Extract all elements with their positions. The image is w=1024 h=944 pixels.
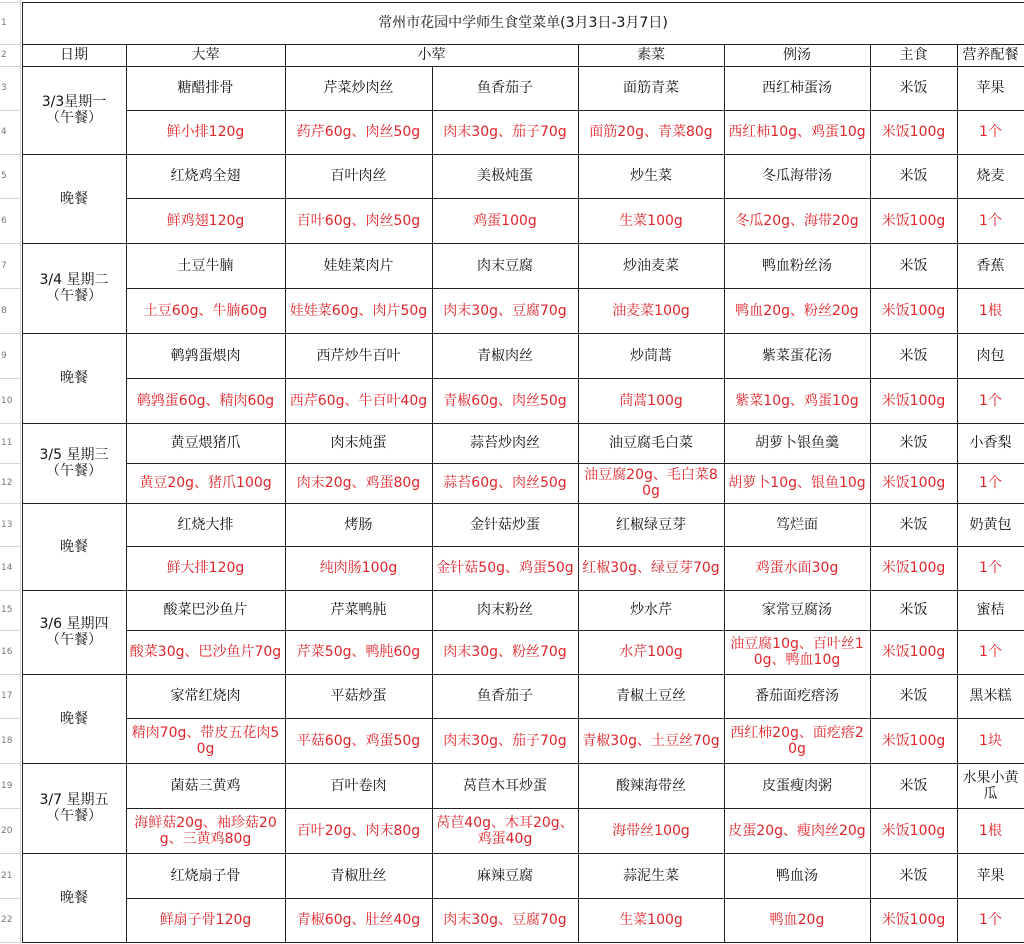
dish-nutrition[interactable]: 小香梨 — [969, 435, 1012, 451]
dish-soup[interactable]: 鸭血汤 — [776, 867, 818, 884]
amount-vegetable[interactable]: 生菜100g — [619, 212, 683, 229]
dish-nutrition[interactable]: 苹果 — [976, 80, 1005, 96]
amount-vegetable[interactable]: 油豆腐20g、毛白菜80g — [584, 467, 718, 499]
amount-nutrition[interactable]: 1个 — [979, 560, 1002, 576]
amount-vegetable[interactable]: 油麦菜100g — [612, 302, 690, 319]
row-number[interactable]: 3 — [1, 83, 7, 93]
grid-line — [20, 0, 21, 944]
amount-staple[interactable]: 米饭100g — [881, 644, 946, 660]
amount-side-meat-1[interactable]: 肉末20g、鸡蛋80g — [296, 475, 421, 491]
grid-line — [0, 942, 21, 943]
grid-line — [22, 942, 1024, 943]
dish-vegetable[interactable]: 蒜泥生菜 — [623, 867, 679, 884]
dish-staple[interactable]: 米饭 — [899, 80, 928, 96]
amount-side-meat-2[interactable]: 肉末30g、豆腐70g — [443, 302, 567, 319]
dish-side-meat-1[interactable]: 芹菜炒肉丝 — [323, 80, 394, 96]
dish-side-meat-1[interactable]: 百叶卷肉 — [330, 777, 387, 794]
dish-main-meat[interactable]: 糖醋排骨 — [177, 80, 234, 96]
amount-side-meat-1[interactable]: 娃娃菜60g、肉片50g — [289, 302, 428, 319]
amount-side-meat-1[interactable]: 百叶60g、肉丝50g — [296, 212, 421, 229]
dish-staple[interactable]: 米饭 — [899, 777, 928, 794]
amount-nutrition[interactable]: 1根 — [979, 302, 1002, 319]
amount-side-meat-2[interactable]: 肉末30g、豆腐70g — [443, 912, 567, 928]
amount-vegetable[interactable]: 青椒30g、土豆丝70g — [582, 732, 720, 749]
amount-vegetable[interactable]: 生菜100g — [619, 912, 683, 928]
amount-soup[interactable]: 鸡蛋水面30g — [755, 560, 839, 576]
row-number[interactable]: 22 — [1, 915, 13, 925]
amount-vegetable[interactable]: 红椒30g、绿豆芽70g — [582, 560, 720, 576]
header-staple[interactable]: 主食 — [899, 47, 928, 63]
dish-main-meat[interactable]: 红烧扇子骨 — [170, 867, 241, 884]
dish-staple[interactable]: 米饭 — [899, 688, 928, 704]
header-soup[interactable]: 例汤 — [783, 47, 811, 63]
dish-main-meat[interactable]: 鹌鹑蛋煨肉 — [170, 347, 241, 364]
amount-nutrition[interactable]: 1根 — [979, 822, 1002, 839]
row-number[interactable]: 19 — [1, 780, 13, 791]
header-nutrition[interactable]: 营养配餐 — [962, 47, 1019, 63]
dish-soup[interactable]: 西红柿蛋汤 — [762, 80, 832, 96]
dish-side-meat-1[interactable]: 烤肠 — [344, 516, 373, 533]
amount-staple[interactable]: 米饭100g — [881, 912, 946, 928]
dish-nutrition[interactable]: 烧麦 — [976, 168, 1005, 184]
dish-soup[interactable]: 紫菜蛋花汤 — [762, 347, 832, 364]
dish-side-meat-2[interactable]: 青椒肉丝 — [477, 347, 533, 364]
dish-vegetable[interactable]: 红椒绿豆芽 — [616, 516, 686, 533]
amount-main-meat[interactable]: 鲜扇子骨120g — [159, 912, 252, 928]
dish-vegetable[interactable]: 炒油麦菜 — [623, 257, 679, 274]
amount-side-meat-2[interactable]: 肉末30g、粉丝70g — [443, 644, 567, 660]
amount-staple[interactable]: 米饭100g — [881, 124, 946, 140]
dish-vegetable[interactable]: 油豆腐毛白菜 — [609, 435, 693, 451]
amount-staple[interactable]: 米饭100g — [881, 392, 946, 409]
amount-main-meat[interactable]: 海鲜菇20g、袖珍菇20g、三黄鸡80g — [134, 814, 277, 847]
menu-title[interactable]: 常州市花园中学师生食堂菜单(3月3日-3月7日) — [378, 15, 668, 31]
amount-side-meat-1[interactable]: 药芹60g、肉丝50g — [296, 124, 421, 140]
amount-main-meat[interactable]: 鹌鹑蛋60g、精肉60g — [136, 392, 275, 409]
row-number[interactable]: 10 — [1, 395, 13, 406]
amount-side-meat-2[interactable]: 鸡蛋100g — [473, 212, 537, 229]
row-number[interactable]: 1 — [1, 18, 7, 28]
dish-side-meat-1[interactable]: 娃娃菜肉片 — [323, 257, 394, 274]
dish-vegetable[interactable]: 酸辣海带丝 — [616, 777, 686, 794]
dish-soup[interactable]: 冬瓜海带汤 — [762, 168, 832, 184]
dish-vegetable[interactable]: 炒水芹 — [630, 602, 672, 618]
meal-label[interactable]: 晚餐 — [60, 710, 88, 727]
amount-vegetable[interactable]: 面筋20g、青菜80g — [589, 124, 713, 140]
dish-nutrition[interactable]: 苹果 — [976, 867, 1005, 884]
amount-nutrition[interactable]: 1个 — [979, 475, 1002, 491]
amount-main-meat[interactable]: 黄豆20g、猪爪100g — [139, 475, 272, 491]
meal-label[interactable]: 晚餐 — [60, 538, 88, 555]
meal-label[interactable]: 晚餐 — [60, 889, 88, 906]
dish-side-meat-1[interactable]: 平菇炒蛋 — [330, 688, 387, 704]
dish-side-meat-2[interactable]: 莴苣木耳炒蛋 — [463, 777, 547, 794]
row-number[interactable]: 6 — [1, 215, 7, 226]
amount-side-meat-2[interactable]: 肉末30g、茄子70g — [443, 732, 567, 749]
dish-staple[interactable]: 米饭 — [899, 168, 928, 184]
row-number[interactable]: 5 — [1, 171, 7, 181]
amount-main-meat[interactable]: 鲜鸡翅120g — [166, 212, 245, 229]
dish-staple[interactable]: 米饭 — [899, 257, 928, 274]
dish-staple[interactable]: 米饭 — [899, 867, 928, 884]
dish-main-meat[interactable]: 酸菜巴沙鱼片 — [163, 602, 248, 618]
row-number[interactable]: 9 — [1, 350, 7, 361]
amount-side-meat-1[interactable]: 纯肉肠100g — [319, 560, 398, 576]
row-number[interactable]: 12 — [1, 478, 13, 488]
amount-nutrition[interactable]: 1个 — [979, 912, 1002, 928]
row-number[interactable]: 13 — [1, 519, 13, 530]
amount-side-meat-1[interactable]: 百叶20g、肉末80g — [296, 822, 421, 839]
amount-staple[interactable]: 米饭100g — [881, 822, 946, 839]
amount-main-meat[interactable]: 鲜小排120g — [166, 124, 245, 140]
row-number[interactable]: 21 — [1, 870, 13, 881]
amount-side-meat-1[interactable]: 青椒60g、肚丝40g — [296, 912, 421, 928]
dish-side-meat-2[interactable]: 肉末豆腐 — [477, 257, 533, 274]
dish-side-meat-2[interactable]: 鱼香茄子 — [477, 80, 533, 96]
dish-staple[interactable]: 米饭 — [899, 435, 928, 451]
amount-main-meat[interactable]: 土豆60g、牛腩60g — [143, 302, 268, 319]
amount-soup[interactable]: 西红柿20g、面疙瘩20g — [730, 724, 864, 757]
dish-side-meat-1[interactable]: 芹菜鸭肫 — [330, 602, 387, 618]
dish-main-meat[interactable]: 菌菇三黄鸡 — [170, 777, 241, 794]
amount-nutrition[interactable]: 1个 — [979, 124, 1002, 140]
amount-nutrition[interactable]: 1个 — [979, 212, 1002, 229]
meal-label[interactable]: 晚餐 — [60, 370, 88, 386]
dish-staple[interactable]: 米饭 — [899, 516, 928, 533]
meal-label[interactable]: 晚餐 — [60, 190, 88, 207]
amount-nutrition[interactable]: 1个 — [979, 644, 1002, 660]
dish-side-meat-1[interactable]: 青椒肚丝 — [330, 867, 387, 884]
dish-side-meat-2[interactable]: 金针菇炒蛋 — [470, 516, 540, 533]
dish-staple[interactable]: 米饭 — [899, 602, 928, 618]
dish-main-meat[interactable]: 土豆牛腩 — [177, 257, 234, 274]
dish-nutrition[interactable]: 奶黄包 — [969, 516, 1012, 533]
amount-soup[interactable]: 胡萝卜10g、银鱼10g — [728, 475, 866, 491]
amount-main-meat[interactable]: 精肉70g、带皮五花肉50g — [131, 724, 280, 757]
meal-label[interactable]: 3/3星期一（午餐） — [41, 94, 107, 126]
dish-side-meat-2[interactable]: 肉末粉丝 — [477, 602, 533, 618]
dish-vegetable[interactable]: 炒生菜 — [630, 168, 672, 184]
amount-staple[interactable]: 米饭100g — [881, 475, 946, 491]
dish-side-meat-2[interactable]: 麻辣豆腐 — [477, 867, 533, 884]
dish-nutrition[interactable]: 香蕉 — [976, 257, 1005, 274]
amount-side-meat-2[interactable]: 蒜苔60g、肉丝50g — [443, 475, 567, 491]
dish-nutrition[interactable]: 黑米糕 — [969, 688, 1012, 704]
row-number[interactable]: 7 — [1, 260, 7, 271]
amount-staple[interactable]: 米饭100g — [881, 732, 946, 749]
amount-soup[interactable]: 鸭血20g — [769, 912, 825, 928]
amount-side-meat-1[interactable]: 西芹60g、牛百叶40g — [289, 392, 428, 409]
amount-nutrition[interactable]: 1块 — [979, 732, 1002, 749]
header-side-meat[interactable]: 小荤 — [417, 47, 446, 63]
dish-staple[interactable]: 米饭 — [899, 347, 928, 364]
dish-vegetable[interactable]: 炒茼蒿 — [630, 347, 672, 364]
dish-side-meat-2[interactable]: 美极炖蛋 — [477, 168, 533, 184]
header-date[interactable]: 日期 — [60, 47, 88, 63]
row-number[interactable]: 18 — [1, 735, 13, 746]
dish-side-meat-1[interactable]: 百叶肉丝 — [330, 168, 387, 184]
amount-side-meat-2[interactable]: 青椒60g、肉丝50g — [443, 392, 567, 409]
meal-label[interactable]: 3/5 星期三（午餐） — [39, 447, 109, 479]
row-number[interactable]: 2 — [1, 50, 7, 60]
row-number[interactable]: 15 — [1, 605, 13, 615]
dish-main-meat[interactable]: 红烧大排 — [177, 516, 234, 533]
dish-side-meat-2[interactable]: 鱼香茄子 — [477, 688, 533, 704]
amount-side-meat-2[interactable]: 金针菇50g、鸡蛋50g — [436, 560, 574, 576]
row-number[interactable]: 8 — [1, 305, 7, 316]
amount-side-meat-2[interactable]: 莴苣40g、木耳20g、鸡蛋40g — [436, 814, 574, 847]
dish-soup[interactable]: 胡萝卜银鱼羹 — [755, 435, 839, 451]
amount-side-meat-2[interactable]: 肉末30g、茄子70g — [443, 124, 567, 140]
row-number[interactable]: 11 — [1, 438, 13, 448]
amount-vegetable[interactable]: 海带丝100g — [612, 822, 690, 839]
amount-soup[interactable]: 皮蛋20g、瘦肉丝20g — [728, 822, 866, 839]
header-vegetable[interactable]: 素菜 — [637, 47, 665, 63]
amount-staple[interactable]: 米饭100g — [881, 560, 946, 576]
amount-soup[interactable]: 鸭血20g、粉丝20g — [735, 302, 859, 319]
meal-label[interactable]: 3/7 星期五（午餐） — [39, 792, 109, 824]
dish-vegetable[interactable]: 面筋青菜 — [623, 80, 679, 96]
dish-main-meat[interactable]: 红烧鸡全翅 — [170, 168, 241, 184]
row-number[interactable]: 20 — [1, 825, 13, 836]
meal-label[interactable]: 3/4 星期二（午餐） — [39, 272, 109, 304]
row-number[interactable]: 4 — [1, 127, 7, 137]
amount-soup[interactable]: 西红柿10g、鸡蛋10g — [728, 124, 866, 140]
row-number[interactable]: 17 — [1, 691, 13, 701]
amount-main-meat[interactable]: 酸菜30g、巴沙鱼片70g — [129, 644, 282, 660]
amount-main-meat[interactable]: 鲜大排120g — [166, 560, 245, 576]
dish-side-meat-1[interactable]: 西芹炒牛百叶 — [316, 347, 401, 364]
dish-soup[interactable]: 家常豆腐汤 — [762, 602, 832, 618]
row-number[interactable]: 16 — [1, 647, 13, 657]
dish-side-meat-2[interactable]: 蒜苔炒肉丝 — [470, 435, 540, 451]
dish-nutrition[interactable]: 蜜桔 — [976, 602, 1005, 618]
amount-nutrition[interactable]: 1个 — [979, 392, 1002, 409]
dish-soup[interactable]: 番茄面疙瘩汤 — [755, 688, 839, 704]
dish-soup[interactable]: 笃烂面 — [776, 516, 818, 533]
amount-soup[interactable]: 冬瓜20g、海带20g — [735, 212, 859, 229]
dish-nutrition[interactable]: 肉包 — [976, 347, 1005, 364]
amount-soup[interactable]: 紫菜10g、鸡蛋10g — [735, 392, 859, 409]
amount-vegetable[interactable]: 水芹100g — [619, 644, 683, 660]
amount-side-meat-1[interactable]: 芹菜50g、鸭肫60g — [296, 644, 421, 660]
row-number[interactable]: 14 — [1, 563, 13, 573]
amount-staple[interactable]: 米饭100g — [881, 302, 946, 319]
header-main-meat[interactable]: 大荤 — [191, 47, 220, 63]
dish-soup[interactable]: 皮蛋瘦肉粥 — [762, 777, 832, 794]
dish-nutrition[interactable]: 水果小黄瓜 — [962, 769, 1019, 802]
amount-vegetable[interactable]: 茼蒿100g — [619, 392, 683, 409]
dish-side-meat-1[interactable]: 肉末炖蛋 — [330, 435, 387, 451]
dish-vegetable[interactable]: 青椒土豆丝 — [616, 688, 686, 704]
dish-main-meat[interactable]: 家常红烧肉 — [170, 688, 241, 704]
dish-main-meat[interactable]: 黄豆煨猪爪 — [170, 435, 241, 451]
meal-label[interactable]: 3/6 星期四（午餐） — [39, 616, 109, 648]
amount-soup[interactable]: 油豆腐10g、百叶丝10g、鸭血10g — [730, 636, 864, 668]
amount-staple[interactable]: 米饭100g — [881, 212, 946, 229]
dish-soup[interactable]: 鸭血粉丝汤 — [762, 257, 832, 274]
amount-side-meat-1[interactable]: 平菇60g、鸡蛋50g — [296, 732, 421, 749]
